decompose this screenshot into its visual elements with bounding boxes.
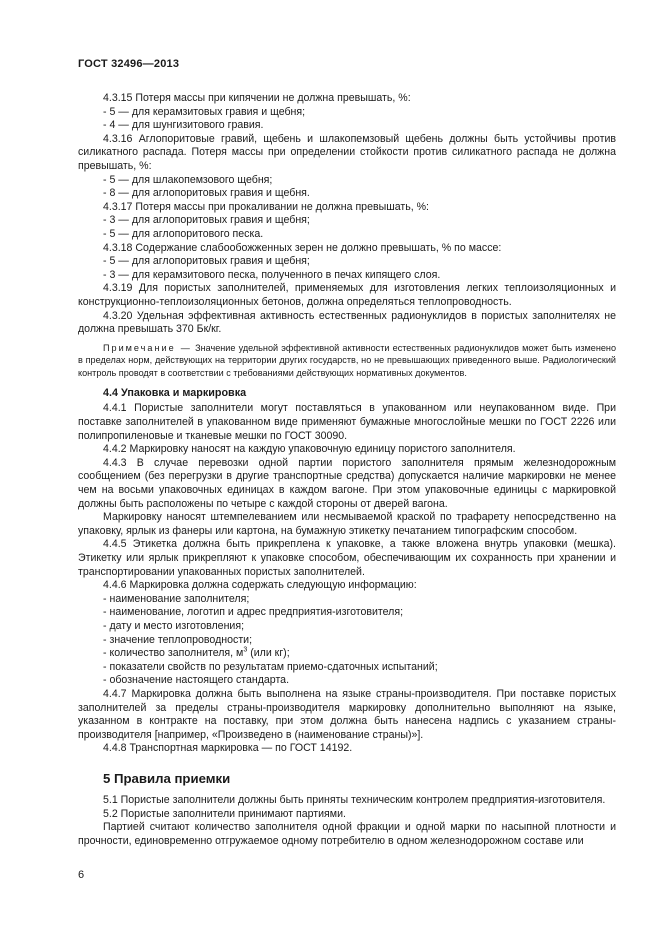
clause-4-4-6: 4.4.6 Маркировка должна содержать следующую информацию:: [103, 579, 417, 592]
list-item: - 5 — для керамзитовых гравия и щебня;: [103, 105, 306, 118]
document-body: [78, 92, 616, 848]
qty-text: - количество заполнителя, м: [103, 647, 244, 660]
list-item: - обозначение настоящего стандарта.: [103, 674, 290, 687]
qty-tail: (или кг);: [247, 647, 290, 660]
list-item: - 8 — для аглопоритовых гравия и щебня.: [103, 187, 310, 200]
page-number: 6: [78, 869, 85, 881]
note-label: Примечание —: [103, 342, 192, 353]
list-item: - наименование, логотип и адрес предприятия-изготовителя;: [103, 606, 404, 619]
list-item: [78, 647, 616, 661]
qty-superscript: 3: [243, 646, 248, 654]
note-text: Значение удельной эффективной активности естественных радионуклидов может быть изменено в пределах норм, действующих на территории других государств, но не превышающих приведенного выше. Радиологический контроль проводят в соответствии с требованиями действующих нормативных документов.: [78, 342, 617, 378]
list-item: - 4 — для шунгизитового гравия.: [103, 119, 264, 132]
list-item: - 5 — для аглопоритового песка.: [103, 227, 264, 240]
list-item: - значение теплопроводности;: [103, 633, 253, 646]
clause-4-4-7: 4.4.7 Маркировка должна быть выполнена на языке страны-производителя. При поставке пористых заполнителей за пределы страны-производителя маркировку дополнительно выполняют на языке, указанном в контракте на поставку, при этом должна быть нанесена надпись с указанием страны-производителя [например, «Произведено в (наименование страны)»].: [78, 687, 616, 741]
clause-4-3-16: 4.3.16 Аглопоритовые гравий, щебень и шлакопемзовый щебень должны быть устойчивы против силикатного распада. Потеря массы при определении стойкости против силикатного распада не должна превышать, %:: [78, 132, 616, 172]
clause-4-3-15: 4.3.15 Потеря массы при кипячении не должна превышать, %:: [103, 92, 411, 104]
clause-4-3-19: 4.3.19 Для пористых заполнителей, применяемых для изготовления легких теплоизоляционных и конструкционно-теплоизоляционных бетонов, должна определяться теплопроводность.: [78, 282, 616, 308]
clause-4-4-3: 4.4.3 В случае перевозки одной партии пористого заполнителя прямым железнодорожным сообщением (без перегрузки в другие транспортные средства) допускается наличие маркировки не менее чем на восьми упаковочных единицах в каждом вагоне. При этом упаковочные единицы с маркировкой должны быть расположены по четыре с каждой стороны от дверей вагона.: [78, 456, 616, 510]
clause-4-3-17: 4.3.17 Потеря массы при прокаливании не должна превышать, %:: [103, 200, 429, 213]
list-item: - 3 — для аглопоритовых гравия и щебня;: [103, 214, 310, 227]
clause-4-4-5: 4.4.5 Этикетка должна быть прикреплена к упаковке, а также вложена внутрь упаковки (мешка). Этикетку или ярлык прикрепляют к упаковке способом, обеспечивающим их сохранность при хранении и транспортировании упакованных пористых заполнителей.: [78, 538, 616, 578]
clause-5-2: 5.2 Пористые заполнители принимают партиями.: [103, 807, 346, 820]
standard-header: ГОСТ 32496—2013: [78, 58, 180, 70]
clause-4-4-1: 4.4.1 Пористые заполнители могут поставляться в упакованном или неупакованном виде. При поставке заполнителей в упакованном виде применяют бумажные многослойные мешки по ГОСТ 2226 или полипропиленовые и тканевые мешки по ГОСТ 30090.: [78, 402, 616, 442]
clause-4-4-8: 4.4.8 Транспортная маркировка — по ГОСТ 14192.: [103, 742, 353, 755]
list-item: - 5 — для шлакопемзового щебня;: [103, 173, 273, 186]
list-item: - дату и место изготовления;: [103, 619, 245, 632]
clause-4-3-18: 4.3.18 Содержание слабообожженных зерен не должно превышать, % по массе:: [103, 241, 502, 254]
clause-5-1: 5.1 Пористые заполнители должны быть приняты техническим контролем предприятия-изготовителя.: [103, 793, 606, 806]
clause-4-3-20: 4.3.20 Удельная эффективная активность естественных радионуклидов в пористых заполнителях не должна превышать 370 Бк/кг.: [78, 309, 616, 336]
clause-4-4-3-cont: Маркировку наносят штемпелеванием или несмываемой краской по трафарету непосредственно на упаковку, ярлык из фанеры или картона, на бумажную этикетку печатанием типографским способом.: [78, 511, 616, 537]
list-item: - 5 — для аглопоритовых гравия и щебня;: [103, 255, 310, 268]
list-item: - показатели свойств по результатам приемо-сдаточных испытаний;: [103, 660, 438, 673]
list-item: - наименование заполнителя;: [103, 592, 250, 605]
subsection-title: 4.4 Упаковка и маркировка: [103, 387, 247, 400]
clause-5-2-cont: Партией считают количество заполнителя одной фракции и одной марки по насыпной плотности и прочности, единовременно отгружаемое одному потребителю в одном железнодорожном составе или: [78, 821, 616, 847]
clause-4-4-2: 4.4.2 Маркировку наносят на каждую упаковочную единицу пористого заполнителя.: [103, 443, 516, 456]
note: [78, 342, 616, 380]
section-title: 5 Правила приемки: [103, 770, 231, 786]
list-item: - 3 — для керамзитового песка, полученного в печах кипящего слоя.: [103, 268, 441, 281]
